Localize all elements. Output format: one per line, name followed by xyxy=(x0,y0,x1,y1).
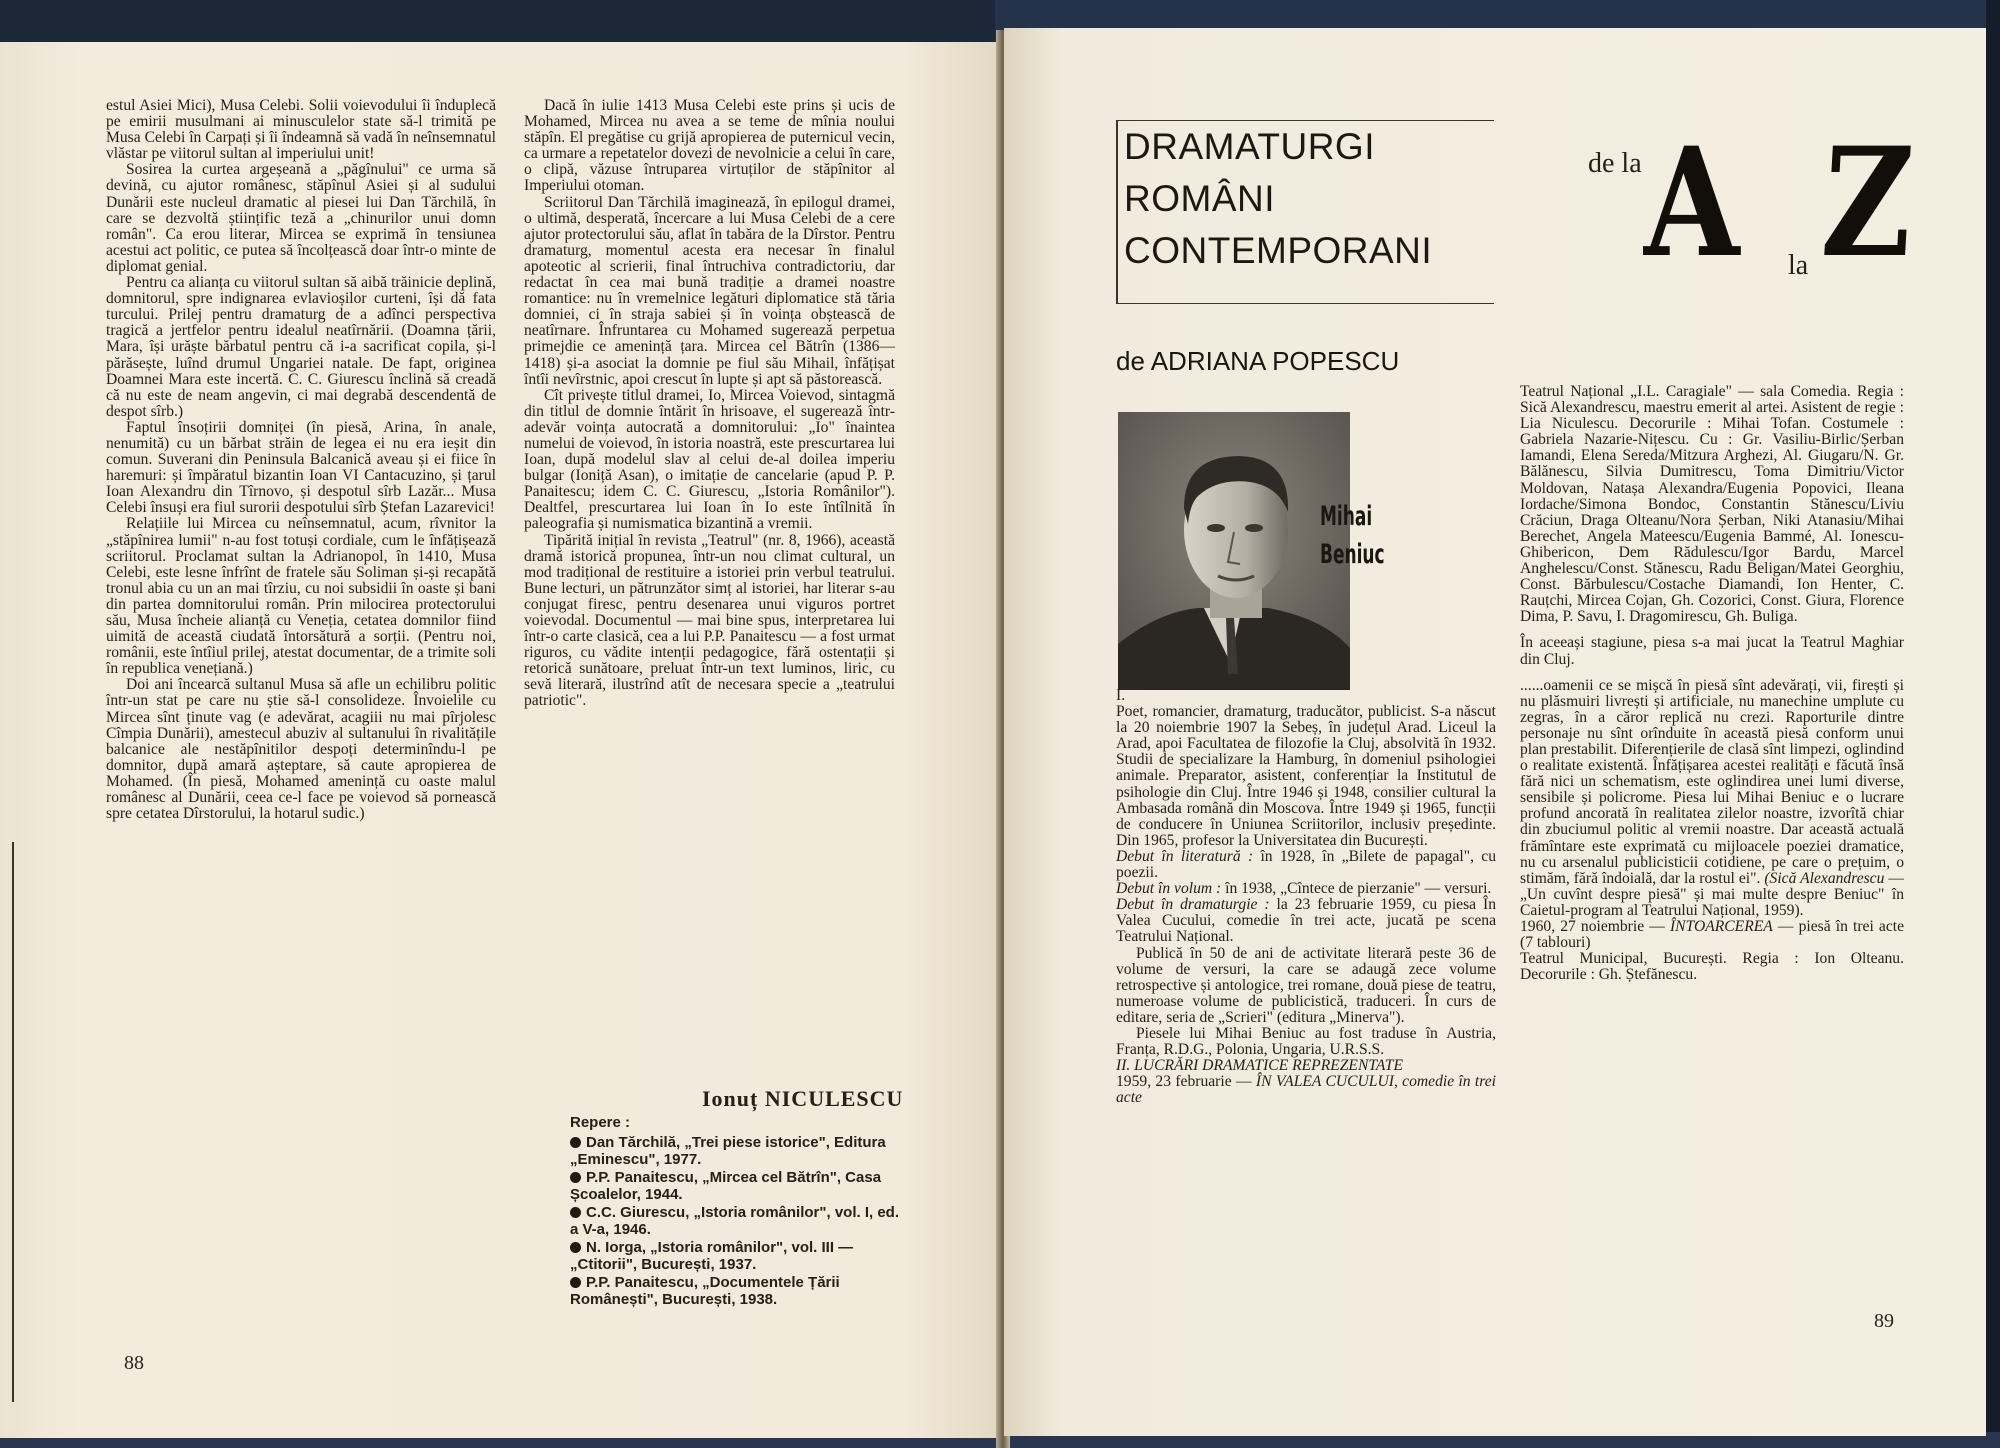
right-page xyxy=(1004,28,1986,1436)
paragraph: Cît privește titlul dramei, Io, Mircea Voievod, sintagmă din titlul de domnie întărit în hrisoave, el sugerează într-adevăr voința autocrată a domnitorului: „Io" înaintea numelui de voievod, în istoria noastră, este prescurtarea lui Ioan, după modelul slav al celui de-al doilea imperiu bulgar (Ioniță Asan), o imitație de cancelarie (apud P. P. Panaitescu; idem C. C. Giurescu, „Istoria Românilor"). Dealtfel, prescurtarea lui Ioan în Io este întîlnită în paleografia și numismatica bizantină a vremii. xyxy=(524,386,895,533)
title-de-la: de la xyxy=(1588,148,1642,179)
debut-drama: Debut în dramaturgie : la 23 februarie 1959, cu piesa În Valea Cucului, comedie în trei acte, jucată pe scena Teatrului Național. xyxy=(1116,896,1496,946)
bullet-icon xyxy=(570,1242,581,1253)
press-quote: ......oamenii ce se mișcă în piesă sînt adevărați, vii, firești și nu plăsmuiri livrești și artificiale, nu manechine umplute cu zegras, în a căror replică nu crezi. Raporturile dintre personaje nu sînt orînduite în această piesă conform unui plan prestabilit. Diferențierile de clasă sînt limpezi, oglindind o realitate existentă. Înfățișarea acestei realități e făcută însă fără nici un schematism, este oglindirea unei lumi diverse, sensibile și policrome. Piesa lui Mihai Beniuc e o lucrare profund ancorată în realitatea zilelor noastre, izvorîtă chiar din zbuciumul politic al vremii noastre. Dar această actuală frămîntare este exprimată cu mijloacele poeziei dramatice, nu cu arsenalul publicisticii cotidiene, pe care o prețuim, o stimăm, fără îndoială, dar la rostul ei". (Sică Alexandrescu — „Un cuvînt despre piesă" și mai multe despre Beniuc" în Caietul-program al Teatrului Național, 1959). xyxy=(1520,676,1904,919)
reference-item: P.P. Panaitescu, „Mircea cel Bătrîn", Casa Școalelor, 1944. xyxy=(570,1168,882,1203)
article-signature: Ionuț NICULESCU xyxy=(702,1086,904,1111)
work-entry: 1959, 23 februarie — ÎN VALEA CUCULUI, comedie în trei acte xyxy=(1116,1073,1497,1107)
paragraph: Doi ani încearcă sultanul Musa să afle un echilibru politic într-un stat pe care nu știe să-l consolideze. Învoielile cu Mircea sînt ținute vag (e adevărat, acagiii nu mai pîrjolesc Cîmpia Dunării), amestecul abuziv al sultanului în rivalitățile balcanice ale nestăpînitilor despoți determinîndu-l pe domnitor, după amară așteptare, să caute apropierea de Mohamed. (În piesă, Mohamed amenință cu oaste malul românesc al Dunării, ceea ce-l face pe voievod să pornească spre cetatea Dîrstorului, la hotarul sudic.) xyxy=(106,676,496,823)
paragraph: Dacă în iulie 1413 Musa Celebi este prins și ucis de Mohamed, Mircea nu avea a se teme de mînia noului stăpîn. El pregătise cu grijă apropierea de puternicul vecin, ca urmare a repetatelor dovezi de nevolnicie a celui în care, o clipă, văzuse întruparea virtuților de stăpînitor al Imperiului otoman. xyxy=(524,97,896,195)
subject-first-name: Mihai xyxy=(1320,501,1373,532)
reference-item: P.P. Panaitescu, „Documentele Țării Românești", București, 1938. xyxy=(570,1273,840,1308)
paragraph: estul Asiei Mici), Musa Celebi. Solii voievodului îi înduplecă pe emirii musulmani ai minusculelor state să-l trimită pe Musa Celebi în Carpați și îi îndeamnă să vadă în neînsemnatul vlăstar pe viitorul sultan al imperiului unit! xyxy=(106,97,496,163)
bullet-icon xyxy=(570,1277,581,1288)
left-page xyxy=(0,42,1002,1438)
bullet-icon xyxy=(570,1207,581,1218)
paragraph: Piesele lui Mihai Beniuc au fost traduse în Austria, Franța, R.D.G., Polonia, Ungaria, U.R.S.S. xyxy=(1116,1024,1496,1059)
paragraph: Faptul însoțirii domniței (în piesă, Arina, în anale, nenumită) cu un bărbat străin de legea ei nu era ieșit din comun. Suverani din Peninsula Balcanică aveau și ei fiice în haremuri: și împăratul bizantin Ioan VI Cantacuzino, și țarul Ioan Alexandru din Tîrnovo, și despotul sîrb Lazăr... Musa Celebi însuși era fiul surorii despotului sîrb Ștefan Lazarevici! xyxy=(106,418,496,517)
right-column-2 xyxy=(1520,384,1904,983)
article-author: de ADRIANA POPESCU xyxy=(1116,346,1400,376)
portrait-image xyxy=(1118,412,1350,690)
biography: Poet, romancier, dramaturg, traducător, publicist. S-a născut la 20 noiembrie 1907 la Sebeș, în județul Arad. Liceul la Arad, apoi Facultatea de filozofie la Cluj, absolvită în 1932. Studii de specializare la Hamburg, în domeniul psihologiei animale. Preparator, asistent, conferențiar la Institutul de psihologie din Cluj. Între 1946 și 1948, consilier cultural la Ambasada română din Moscova. Între 1949 și 1965, funcții de conducere în Uniunea Scriitorilor, inclusiv președinte. Din 1965, profesor la Universitatea din București. xyxy=(1116,703,1496,849)
reference-item: C.C. Giurescu, „Istoria românilor", vol. I, ed. a V-a, 1946. xyxy=(570,1203,900,1238)
series-title xyxy=(1116,120,1494,304)
paragraph: Scriitorul Dan Tărchilă imaginează, în epilogul dramei, o ultimă, desperată, încercare a lui Musa Celebi de a cere ajutor protectorului său, aflat în tabăra de la Dîrstor. Pentru dramaturg, momentul acesta era necesar în finalul apoteotic al scrierii, final întruchiva contradictoriu, dar redactat în cea mai bună tradiție a dramei noastre romantice: nu în vremelnice legături diplomatice stă tăria domniei, ci în straja sabiei și în voința obștească de neatîrnare. Înfruntarea cu Mohamed sugerează perpetua primejdie ce amenință țara. Mircea cel Bătrîn (1386—1418) și-a asociat la domnie pe fiul său Mihail, înfățișat întîi nevîrstnic, apoi crescut în lupte și apt să păstorească. xyxy=(524,193,895,388)
left-column-2 xyxy=(524,98,895,710)
paragraph: Relațiile lui Mircea cu neînsemnatul, acum, rîvnitor la „stăpînirea lumii" n-au fost totuși cordiale, cum le înfățișează scriitorul. Proclamat sultan la Adrianopol, în 1410, Musa Celebi, este lesne înfrînt de fratele său Soliman și-și recapătă tronul abia cu un an mai tîrziu, cu noi subsidii în oaste și bani din partea domnitorului român. Prin milocirea protectorului său, Musa încheie alianță cu Veneția, cetatea domnilor fiind uimită de această ciudată întorsătură a sorții. (Pentru noi, românii, este întîiul prilej, atestat documentar, de a trimite soli în republica venețiană.) xyxy=(106,515,496,678)
bullet-icon xyxy=(570,1172,581,1183)
debut-literature: Debut în literatură : în 1928, în „Bilete de papagal", cu poezii. xyxy=(1116,847,1496,882)
production-credits: Teatrul Național „I.L. Caragiale" — sala Comedia. Regia : Sică Alexandrescu, maestru emerit al artei. Asistent de regie : Lia Niculescu. Decorurile : Mihai Tofan. Costumele : Gabriela Nazarie-Nițescu. Cu : Gr. Vasiliu-Birlic/Șerban Iamandi, Elena Sereda/Mitzura Arghezi, Al. Giugaru/N. Gr. Bălănescu, Silvia Dumitrescu, Toma Dimitriu/Victor Moldovan, Natașa Alexandra/Eugenia Popovici, Ileana Iordache/Simona Bondoc, Constantin Stănescu/Liviu Crăciun, Draga Olteanu/Nora Șerban, Niki Atanasiu/Mihai Berechet, Angela Mateescu/Eugenia Bammé, Al. Ionescu-Ghibericon, Dem Rădulescu/Igor Bardu, Marcel Anghelescu/Const. Stănescu, Radu Beligan/Matei Georghiu, Const. Bărbulescu/Costache Diamandi, Ion Henter, C. Rauțchi, Mircea Cojan, Gh. Cozorici, Const. Giura, Florence Dima, P. Savu, I. Dragomirescu, Gh. Buliga. xyxy=(1520,383,1904,626)
bullet-icon xyxy=(570,1137,581,1148)
section-number: I. xyxy=(1116,687,1126,704)
title-line: ROMÂNI xyxy=(1124,178,1275,219)
debut-volume: Debut în volum : în 1938, „Cîntece de pierzanie" — versuri. xyxy=(1116,880,1492,898)
references-block xyxy=(570,1114,900,1309)
right-column-1 xyxy=(1116,688,1496,1106)
subject-last-name: Beniuc xyxy=(1320,539,1385,570)
paragraph: Pentru ca alianța cu viitorul sultan să aibă trăinicie deplină, domnitorul, spre indignarea evlavioșilor curteni, își dă fata turcului. Prilej pentru dramaturg de a adînci perspectiva tragică a jertfelor pentru idealul neatîrnării. (Doamna țării, Mara, își urăște bărbatul pentru că i-a sacrificat copila, și-l părăsește, luînd drumul Ungariei natale. De fapt, originea Doamnei Mara este incertă. C. C. Giurescu înclină să creadă că nu este de neam angevin, ci mai degrabă descendentă de despot sîrb.) xyxy=(106,274,496,420)
references-title: Repere : xyxy=(570,1114,631,1131)
work-entry: 1960, 27 noiembrie — ÎNTOARCEREA — piesă în trei acte (7 tablouri) xyxy=(1520,918,1904,952)
paragraph: Sosirea la curtea argeșeană a „păgînului" ce urma să devină, cu ajutor românesc, stăpînul Asiei și al sudului Dunării este nucleul dramatic al piesei lui Dan Tărchilă, în care se dezvoltă științific teză a „chinurilor unui domn român". Ca erou literar, Mircea se exprimă în tensiunea acestui act politic, ce putea să încolțească doar într-o minte de diplomat genial. xyxy=(106,161,496,275)
page-number: 89 xyxy=(1874,1310,1894,1332)
portrait-photo xyxy=(1118,412,1350,690)
page-number: 88 xyxy=(124,1352,144,1374)
book-spine-edge xyxy=(1986,0,2000,1448)
paragraph: Publică în 50 de ani de activitate literară peste 36 de volume de versuri, la care se adaugă zece volume retrospective și antologice, trei romane, două piese de teatru, numeroase volume de publicistică, traduceri. În curs de editare, seria de „Scrieri" (editura „Minerva"). xyxy=(1116,944,1496,1026)
reference-item: Dan Tărchilă, „Trei piese istorice", Editura „Eminescu", 1977. xyxy=(570,1133,886,1168)
left-column-1 xyxy=(106,98,496,822)
title-line: CONTEMPORANI xyxy=(1124,230,1433,271)
title-letter-z: Z xyxy=(1817,115,1918,291)
section-heading: II. LUCRĂRI DRAMATICE REPREZENTATE xyxy=(1116,1057,1404,1075)
reference-item: N. Iorga, „Istoria românilor", vol. III — „Ctitorii", București, 1937. xyxy=(570,1238,854,1273)
subject-name xyxy=(1320,498,1385,574)
paragraph: Tipărită inițial în revista „Teatrul" (nr. 8, 1966), această dramă istorică propunea, într-un nou climat cultural, un mod tradițional de restituire a istoriei prin verbul teatrului. Bune lecturi, un pătrunzător simț al istoriei, har literar s-au conjugat firesc, pentru desenarea unui viguros portret voievodal. Documentul — mai bine spus, interpretarea lui într-o carte clasică, cea a lui P.P. Panaitescu — a fost urmat riguros, cu vădite intenții pedagogice, fără ostentații și retorică sunătoare, preluat într-un text luminos, liric, cu sevă literară, ilustrînd atît de necesara specie a „teatrului patriotic". xyxy=(524,531,895,710)
title-line: DRAMATURGI xyxy=(1124,126,1375,167)
margin-rule xyxy=(12,842,14,1402)
production-credits: Teatrul Municipal, București. Regia : Ion Olteanu. Decorurile : Gh. Ștefănescu. xyxy=(1520,950,1904,984)
paragraph: În aceeași stagiune, piesa s-a mai jucat la Teatrul Maghiar din Cluj. xyxy=(1520,634,1904,668)
title-la: la xyxy=(1788,250,1809,281)
title-letter-a: A xyxy=(1644,115,1740,291)
